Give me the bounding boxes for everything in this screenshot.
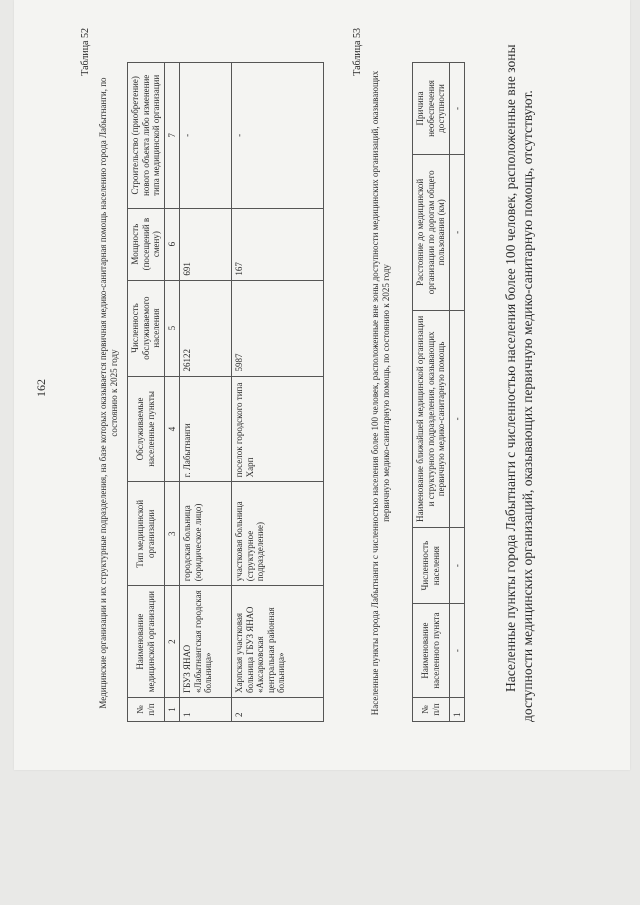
organization-type: участковая больница (структурное подразделение) xyxy=(232,482,324,586)
column-number: 2 xyxy=(164,586,180,698)
table-row xyxy=(449,63,465,722)
table53-label: Таблица 53 xyxy=(352,28,363,76)
capacity: 167 xyxy=(232,208,324,280)
reason: - xyxy=(449,63,465,155)
table52-column-numbers-row xyxy=(164,63,180,722)
table53 xyxy=(412,62,465,722)
conclusion-paragraph: Населенные пункты города Лабытнанги с численностью населения более 100 человек, расположенные вне зоны доступности медицинских организаций, оказывающих первичную медико-санитарную помощь, отсутствуют. xyxy=(503,44,535,722)
organization-type: городская больница (юридическое лицо) xyxy=(180,482,232,586)
table53-header-cell: Наименование ближайшей медицинской организации и структурного подразделения, оказывающих первичную медико-санитарную помощь xyxy=(413,310,450,528)
document-page xyxy=(14,0,630,770)
row-number: 1 xyxy=(449,698,465,722)
table53-header-row xyxy=(413,63,450,722)
settlement-name: - xyxy=(449,604,465,698)
table52-label: Таблица 52 xyxy=(80,28,91,76)
table52-header-cell: № п/п xyxy=(128,698,165,722)
capacity: 691 xyxy=(180,208,232,280)
table52-header-row xyxy=(128,63,165,722)
table52-header-cell: Мощность (посещений в смену) xyxy=(128,208,165,280)
population: - xyxy=(449,528,465,604)
served-settlements: г. Лабытнанги xyxy=(180,376,232,482)
table52-header-cell: Тип медицинской организации xyxy=(128,482,165,586)
table52-header-cell: Обслуживаемые населенные пункты xyxy=(128,376,165,482)
row-number: 2 xyxy=(232,698,324,722)
column-number: 3 xyxy=(164,482,180,586)
column-number: 5 xyxy=(164,280,180,376)
served-population: 26122 xyxy=(180,280,232,376)
served-population: 5987 xyxy=(232,280,324,376)
served-settlements: поселок городского типа Харп xyxy=(232,376,324,482)
table52-caption: Медицинские организации и их структурные подразделения, на базе которых оказывается первичная медико-санитарная помощь населению города Лабытнанги, по состоянию к 2025 году xyxy=(98,77,119,709)
organization-name: ГБУЗ ЯНАО «Лабытнангская городская больница» xyxy=(180,586,232,698)
row-number: 1 xyxy=(180,698,232,722)
rotated-page-content xyxy=(32,18,602,758)
table53-header-cell: № п/п xyxy=(413,698,450,722)
table52 xyxy=(127,62,324,722)
column-number: 6 xyxy=(164,208,180,280)
column-number: 4 xyxy=(164,376,180,482)
construction: - xyxy=(180,63,232,209)
table-row xyxy=(232,63,324,722)
table53-caption: Населенные пункты города Лабытнанги с численностью населения более 100 человек, расположенные вне зоны доступности медицинских организаций, оказывающих первичную медико-санитарную помощь, по состоянию к 2025 году xyxy=(370,70,391,716)
page-number: 162 xyxy=(34,379,48,397)
table53-header-cell: Наименование населенного пункта xyxy=(413,604,450,698)
table-row xyxy=(180,63,232,722)
table52-header-cell: Строительство (приобретение) нового объекта либо изменение типа медицинской организации xyxy=(128,63,165,209)
table53-header-cell: Причина необеспечения доступности xyxy=(413,63,450,155)
column-number: 1 xyxy=(164,698,180,722)
organization-name: Харпская участковая больница ГБУЗ ЯНАО «Аксарковская центральная районная больница» xyxy=(232,586,324,698)
table52-header-cell: Наименование медицинской организации xyxy=(128,586,165,698)
construction: - xyxy=(232,63,324,209)
table53-header-cell: Численность населения xyxy=(413,528,450,604)
table52-header-cell: Численность обслуживаемого населения xyxy=(128,280,165,376)
column-number: 7 xyxy=(164,63,180,209)
distance: - xyxy=(449,154,465,310)
nearest-organization: - xyxy=(449,310,465,528)
table53-header-cell: Расстояние до медицинской организации по дорогам общего пользования (км) xyxy=(413,154,450,310)
